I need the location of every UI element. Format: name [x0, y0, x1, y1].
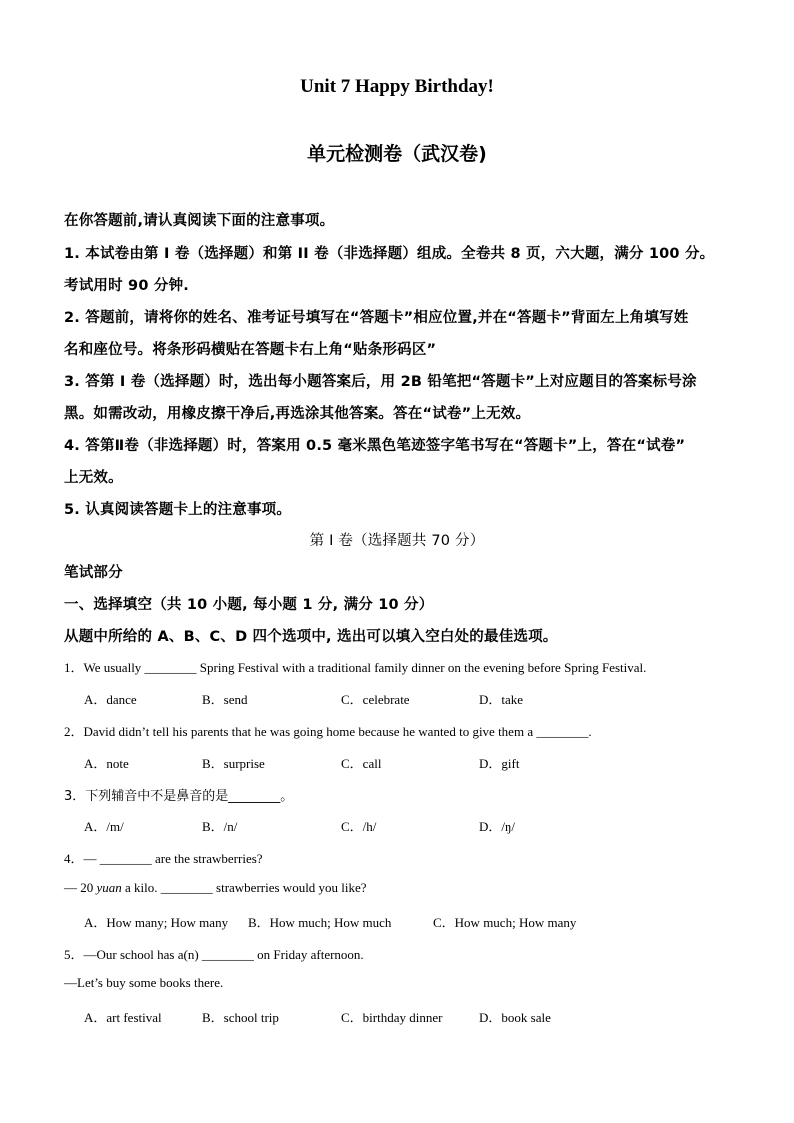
question-stem: 1．We usually ________ Spring Festival with a traditional family dinner on the evening before Spring Festival.	[64, 660, 647, 675]
option-c: C．/h/	[341, 819, 377, 834]
notice-intro: 在你答题前,请认真阅读下面的注意事项。	[64, 213, 335, 229]
question-stem: 5．—Our school has a(n) ________ on Friday afternoon.	[64, 947, 364, 962]
option-b: B．send	[202, 692, 248, 707]
option-c: C．call	[341, 756, 382, 771]
question-reply: —Let’s buy some books there.	[64, 975, 224, 990]
option-b: B．/n/	[202, 819, 238, 834]
volume-title: 第 I 卷（选择题共 70 分）	[309, 533, 485, 549]
notice-item-3-cont: 黑。如需改动，用橡皮擦干净后,再选涂其他答案。答在“试卷”上无效。	[64, 406, 531, 422]
section-instruction: 从题中所给的 A、B、C、D 四个选项中, 选出可以填入空白处的最佳选项。	[64, 629, 558, 645]
reply-suffix: a kilo. ________ strawberries would you like?	[121, 880, 367, 895]
notice-item-4: 4. 答第Ⅱ卷（非选择题）时，答案用 0.5 毫米黑色笔迹签字笔书写在“答题卡”上，答在“试卷”	[64, 438, 686, 454]
reply-prefix: — 20	[64, 880, 97, 895]
document-subtitle: 单元检测卷（武汉卷)	[307, 143, 487, 165]
option-c: C．celebrate	[341, 692, 410, 707]
question-stem: 2．David didn’t tell his parents that he was going home because he wanted to give them a ________.	[64, 724, 592, 739]
option-d: D．book sale	[479, 1010, 551, 1025]
option-d: D．take	[479, 692, 524, 707]
document-title: Unit 7 Happy Birthday!	[300, 76, 494, 97]
reply-italic-word: yuan	[96, 880, 122, 895]
question-reply	[64, 880, 367, 896]
option-b: B．How much; How much	[248, 915, 392, 930]
question-stem: 3．下列辅音中不是鼻音的是________。	[64, 789, 294, 804]
question-stem: 4．— ________ are the strawberries?	[64, 851, 263, 866]
option-a: A．How many; How many	[84, 915, 229, 930]
notice-item-2-cont: 名和座位号。将条形码横贴在答题卡右上角“贴条形码区”	[64, 342, 437, 358]
part-label: 笔试部分	[64, 565, 123, 581]
notice-item-3: 3. 答第 I 卷（选择题）时，选出每小题答案后，用 2B 铅笔把“答题卡”上对应题目的答案标号涂	[64, 374, 697, 390]
option-a: A．/m/	[84, 819, 124, 834]
option-d: D．/ŋ/	[479, 819, 516, 834]
notice-item-4-cont: 上无效。	[64, 470, 123, 486]
notice-item-2: 2. 答题前，请将你的姓名、准考证号填写在“答题卡”相应位置,并在“答题卡”背面左上角填写姓	[64, 310, 689, 326]
notice-item-1: 1. 本试卷由第 I 卷（选择题）和第 II 卷（非选择题）组成。全卷共 8 页，六大题，满分 100 分。	[64, 246, 715, 262]
option-a: A．note	[84, 756, 129, 771]
section-heading: 一、选择填空（共 10 小题, 每小题 1 分, 满分 10 分）	[64, 597, 434, 613]
notice-item-1-cont: 考试用时 90 分钟.	[64, 278, 189, 294]
option-a: A．art festival	[84, 1010, 162, 1025]
option-b: B．surprise	[202, 756, 265, 771]
option-c: C．birthday dinner	[341, 1010, 443, 1025]
notice-item-5: 5. 认真阅读答题卡上的注意事项。	[64, 502, 292, 518]
option-c: C．How much; How many	[433, 915, 577, 930]
option-b: B．school trip	[202, 1010, 279, 1025]
option-d: D．gift	[479, 756, 520, 771]
option-a: A．dance	[84, 692, 137, 707]
